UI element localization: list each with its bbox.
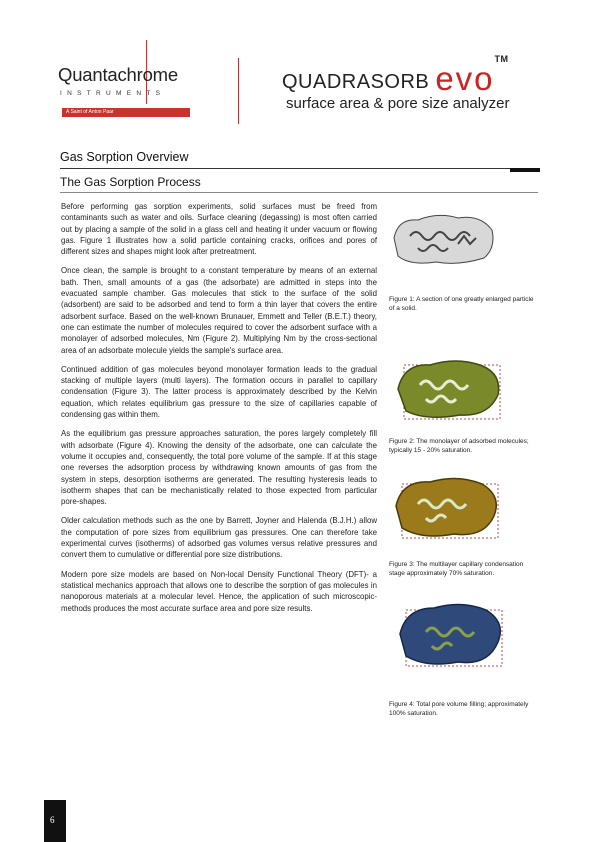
logo-subtitle: INSTRUMENTS [60,90,166,97]
trademark: TM [494,54,509,64]
figure-4-full-pore [392,598,510,672]
section-heading-overview: Gas Sorption Overview [60,150,189,164]
figure-3-caption: Figure 3: The multilayer capillary condensation stage approximately 70% saturation. [389,561,524,578]
section-rule [60,168,538,169]
paragraph: Older calculation methods such as the one by Barrett, Joyner and Halenda (B.J.H.) allow the computation of pore sizes from equilibrium gas pressures. One can therefore take experimental curves (isotherms) of adsorbed gas volumes versus relative pressures and convert them to cumulative or differential pore size distributions. [61,516,377,560]
product-evo: evo [435,60,495,97]
product-title [282,54,509,97]
header-divider [238,58,239,124]
page-number-bar [44,800,66,842]
section-heading-process: The Gas Sorption Process [60,175,201,189]
logo-tagline: A Saint of Anton Paar [66,109,114,115]
figure-1-particle [388,208,498,268]
figure-2-caption: Figure 2: The monolayer of adsorbed molecules; typically 15 - 20% saturation. [389,438,529,455]
figure-2-monolayer [390,355,508,425]
section-rule [60,192,538,193]
page-number: 6 [50,815,55,825]
figure-1-caption: Figure 1: A section of one greatly enlarged particle of a solid. [389,296,534,313]
logo-tagline-bar [62,108,190,117]
company-logo [50,38,200,128]
section-rule-accent [510,168,540,172]
paragraph: Before performing gas sorption experiments, solid surfaces must be freed from contaminants such as water and oils. Surface cleaning (degassing) is most often carried out by placing a sample of the solid in a glass cell and heating it under vacuum or flowing gas. Figure 1 illustrates how a solid particle containing cracks, orifices and pores of different sizes and shapes might look after pretreatment. [61,202,377,257]
paragraph: Once clean, the sample is brought to a constant temperature by means of an external bath. Then, small amounts of a gas (the adsorbate) are admitted in steps into the evacuated sample chamber. Gas molecules that stick to the surface of the solid (adsorbent) are said to be adsorbed and tend to form a thin layer that covers the entire adsorbent surface. Based on the well-known Brunauer, Emmett and Teller (B.E.T.) theory, one can estimate the number of molecules required to cover the adsorbent surface with a monolayer of adsorbed molecules, Nm (Figure 2). Multiplying Nm by the cross-sectional area of an adsorbate molecule yields the sample's surface area. [61,266,377,355]
paragraph: As the equilibrium gas pressure approaches saturation, the pores largely completely fill with adsorbate (Figure 4). Knowing the density of the adsorbate, one can calculate the volume it occupies and, consequently, the total pore volume of the sample. If at this stage one reverses the adsorption process by withdrawing known amounts of gas from the system in steps, desorption isotherms are generated. The resulting hysteresis leads to isotherm shapes that can be mechanistically related to those expected from particular pore-shapes. [61,429,377,507]
logo-wordmark: Quantachrome [58,64,178,85]
paragraph: Continued addition of gas molecules beyond monolayer formation leads to the gradual stacking of multiple layers (multi layers). The formation occurs in parallel to capillary condensation (Figure 3). The latter process is approximately described by the Kelvin equation, which relates equilibrium gas pressure to the size of capillaries capable of condensing gas within them. [61,364,377,420]
paragraph: Modern pore size models are based on Non-local Density Functional Theory (DFT)- a statistical mechanics approach that allows one to describe the sorption of gas molecules in nanoporous materials at a molecular level. Hence, the application of such microscopic-methods produces the most accurate surface area and pore size results. [61,569,377,613]
body-text [61,201,377,622]
figure-4-caption: Figure 4: Total pore volume filling; approximately 100% saturation. [389,701,529,718]
figure-3-multilayer [388,474,506,544]
product-main: QUADRASORB [282,71,430,93]
product-subtitle: surface area & pore size analyzer [286,95,510,112]
